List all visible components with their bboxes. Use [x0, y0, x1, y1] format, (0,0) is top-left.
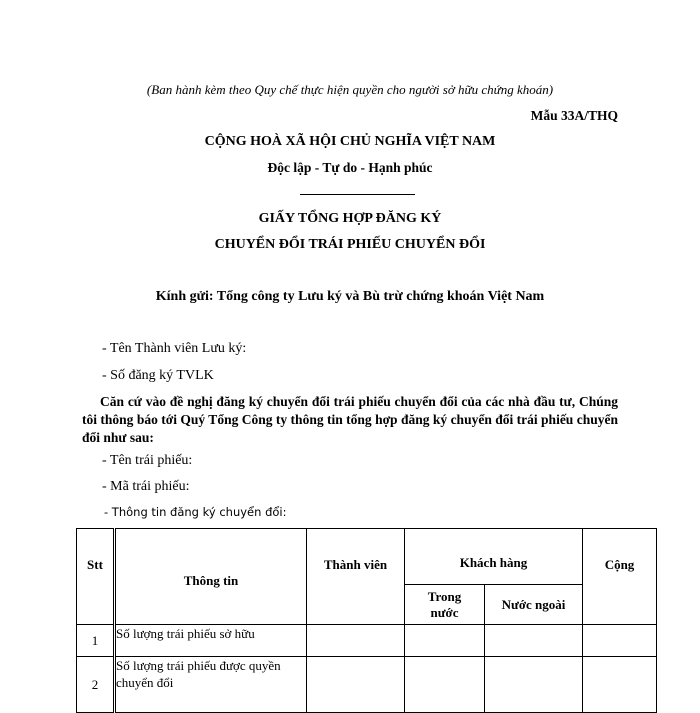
member-name-field: - Tên Thành viên Lưu ký:: [102, 341, 247, 356]
registration-number-field: - Số đăng ký TVLK: [102, 368, 214, 383]
document-title-line2: CHUYỂN ĐỔI TRÁI PHIẾU CHUYỂN ĐỔI: [214, 237, 486, 252]
table-row: [77, 625, 657, 657]
cell-foreign: [485, 657, 583, 713]
cell-domestic: [405, 625, 485, 657]
header-member: Thành viên: [307, 529, 405, 625]
cell-foreign: [485, 625, 583, 657]
header-domestic-label: Trong nước: [427, 588, 462, 620]
row-number: 2: [77, 657, 115, 713]
cell-total: [583, 657, 657, 713]
divider-line: [300, 194, 415, 195]
regulation-note: (Ban hành kèm theo Quy chế thực hiện quyền cho người sở hữu chứng khoán): [146, 82, 554, 97]
header-total: Cộng: [583, 529, 657, 625]
cell-member: [307, 625, 405, 657]
bond-code-field: - Mã trái phiếu:: [102, 479, 190, 494]
nation-heading: CỘNG HOÀ XÃ HỘI CHỦ NGHĨA VIỆT NAM: [204, 134, 496, 149]
registration-info-label: - Thông tin đăng ký chuyển đổi:: [104, 505, 287, 519]
motto: Độc lập - Tự do - Hạnh phúc: [267, 160, 433, 175]
header-stt: Stt: [77, 529, 115, 625]
cell-domestic: [405, 657, 485, 713]
recipient-line: Kính gửi: Tổng công ty Lưu ký và Bù trừ chứng khoán Việt Nam: [155, 289, 545, 304]
bond-name-field: - Tên trái phiếu:: [102, 453, 193, 468]
cell-member: [307, 657, 405, 713]
header-domestic: [405, 585, 485, 625]
row-label: Số lượng trái phiếu được quyền chuyển đổi: [115, 657, 307, 713]
header-foreign: Nước ngoài: [485, 585, 583, 625]
document-title-line1: GIẤY TỔNG HỢP ĐĂNG KÝ: [258, 211, 442, 226]
row-number: 1: [77, 625, 115, 657]
conversion-table: [76, 528, 657, 713]
intro-paragraph: Căn cứ vào đề nghị đăng ký chuyển đổi trái phiếu chuyển đổi của các nhà đầu tư, Chúng tôi thông báo tới Quý Tổng Công ty thông tin tổng hợp đăng ký chuyển đổi trái phiếu chuyển đổi như sau:: [82, 394, 618, 445]
header-customer: Khách hàng: [405, 529, 583, 585]
cell-total: [583, 625, 657, 657]
form-code: Mẫu 33A/THQ: [530, 108, 618, 123]
table-row: [77, 657, 657, 713]
header-info: Thông tin: [115, 529, 307, 625]
row-label: Số lượng trái phiếu sở hữu: [115, 625, 307, 657]
